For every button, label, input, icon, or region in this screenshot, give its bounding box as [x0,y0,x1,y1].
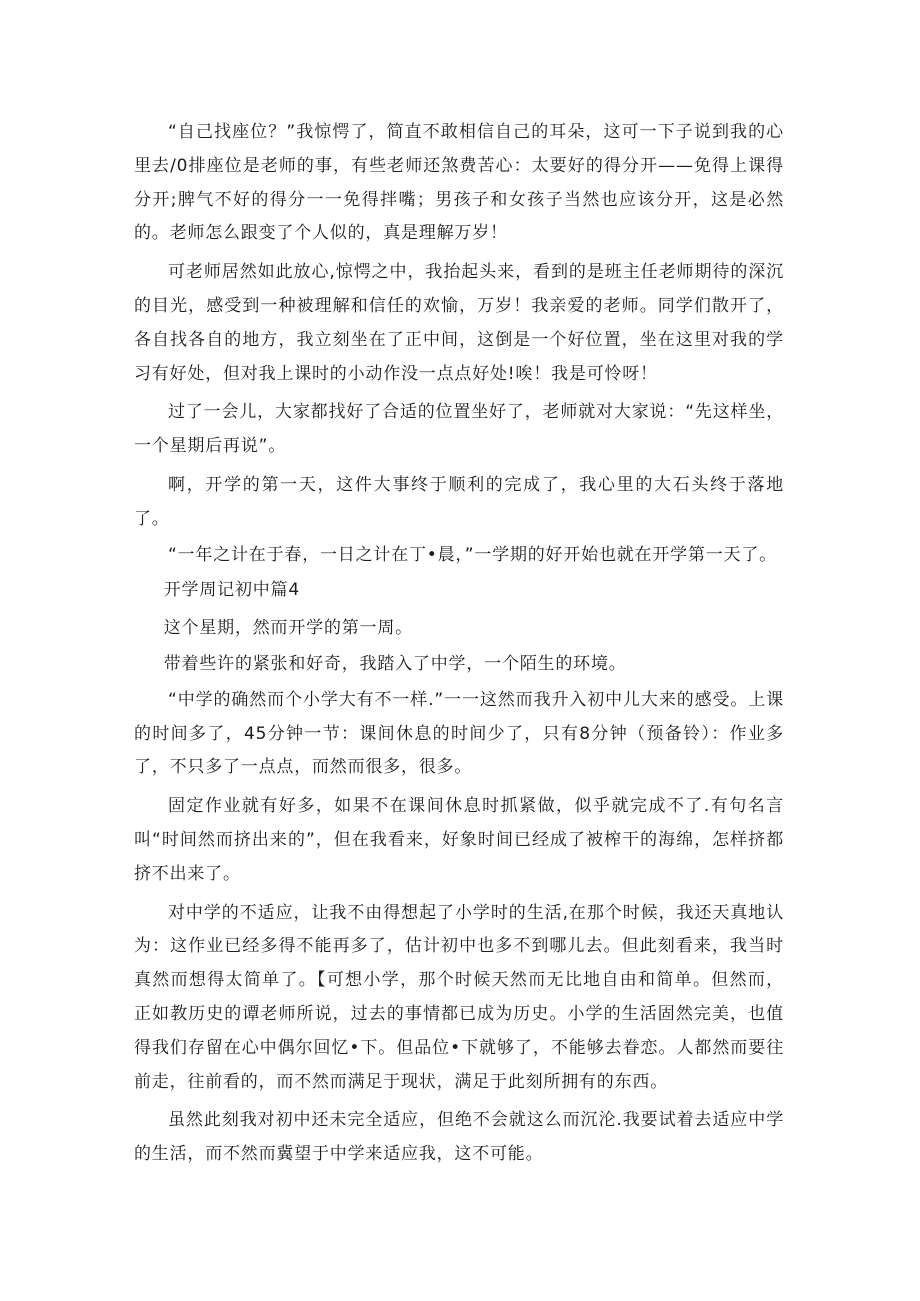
paragraph-proverb: “一年之计在于春，一日之计在丁•晨，”一学期的好开始也就在开学第一天了。 [168,544,777,565]
paragraph-differences: “中学的确然而个小学大有不一样.”一一这然而我升入初中儿大来的感受。上课的时间多了，45分钟一节：课间休息的时间少了，只有8分钟（预备铃）：作业多了，不只多了一点点，而然而很多，很多。 [134,689,784,778]
paragraph-teacher-trust: 可老师居然如此放心,惊愕之中，我抬起头来，看到的是班主任老师期待的深沉的目光，感受到一种被理解和信任的欢愉，万岁！我亲爱的老师。同学们散开了，各自找各自的地方，我立刻坐在了正中间，这倒是一个好位置，坐在这里对我的学习有好处，但对我上课时的小动作没一点点好处!唉！我是可怜呀！ [134,262,784,384]
paragraph-seat-choice: “自己找座位？”我惊愕了，简直不敢相信自己的耳朵，这可一下子说到我的心里去/0排座位是老师的事，有些老师还煞费苦心：太要好的得分开——免得上课得分开;脾气不好的得分一一免得拌嘴；男孩子和女孩子当然也应该分开，这是必然的。老师怎么跟变了个人似的，真是理解万岁！ [134,122,784,244]
paragraph-entering-middle-school: 带着些许的紧张和好奇，我踏入了中学，一个陌生的环境。 [163,653,627,674]
paragraph-first-day: 啊，开学的第一天，这件大事终于顺利的完成了，我心里的大石头终于落地了。 [134,474,784,529]
paragraph-homework: 固定作业就有好多，如果不在课间休息时抓紧做，似乎就完成不了.有句名言叫“时间然而挤出来的”，但在我看来，好象时间已经成了被榨干的海绵，怎样挤都挤不出来了。 [134,796,784,884]
paragraph-adapting: 虽然此刻我对初中还未完全适应，但绝不会就这么而沉沦.我要试着去适应中学的生活，而不然而冀望于中学来适应我，这不可能。 [134,1110,784,1165]
paragraph-first-week: 这个星期，然而开学的第一周。 [163,618,413,639]
paragraph-primary-school-memories: 对中学的不适应，让我不由得想起了小学时的生活,在那个时候，我还天真地认为：这作业已经多得不能再多了，估计初中也多不到哪儿去。但此刻看来，我当时真然而想得太简单了。【可想小学，那个时候天然而无比地自由和简单。但然而，正如教历史的谭老师所说，过去的事情都已成为历史。小学的生活固然完美，也值得我们存留在心中偶尔回忆•下。但品位•下就够了，不能够去眷恋。人都然而要往前走，往前看的，而不然而满足于现状，满足于此刻所拥有的东西。 [134,902,784,1092]
section-title: 开学周记初中篇4 [163,580,300,601]
paragraph-seated: 过了一会儿，大家都找好了合适的位置坐好了，老师就对大家说：“先这样坐，一个星期后再说”。 [134,402,784,457]
document-body [134,116,784,1177]
